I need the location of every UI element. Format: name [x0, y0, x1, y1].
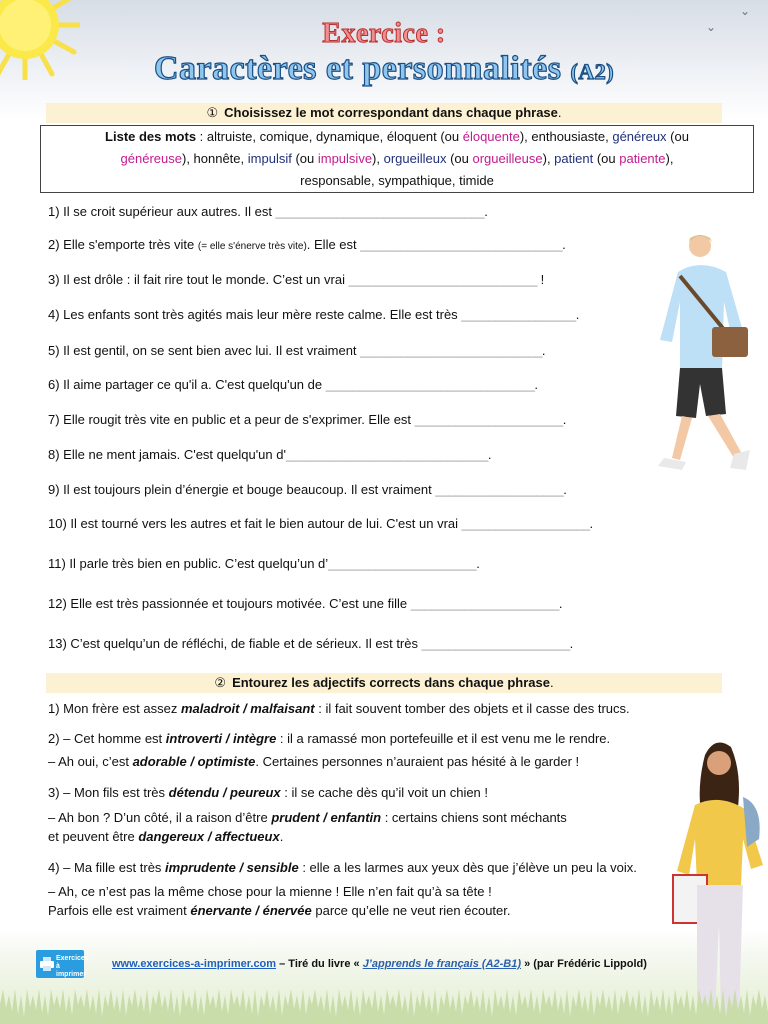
sentence-item: [48, 754, 579, 769]
question-note: (= elle s'énerve très vite): [197, 241, 307, 252]
printer-icon: [39, 956, 55, 972]
question-item: [48, 482, 567, 497]
sentence-text: : elle a les larmes aux yeux dès que j’élève un peu la voix.: [298, 860, 637, 875]
answer-blank[interactable]: ___________________________: [360, 343, 542, 358]
feminine-form: impulsive: [317, 151, 373, 166]
question-item: [48, 377, 538, 392]
sentence-item: [48, 731, 610, 746]
adjective-choice[interactable]: détendu / peureux: [168, 785, 281, 800]
sentence-item: [48, 884, 492, 899]
woman-illustration: [655, 735, 767, 1020]
question-text: 3) Il est drôle : il fait rire tout le monde. C’est un vrai: [48, 272, 349, 287]
part-number: ①: [206, 105, 219, 120]
part-number: ②: [214, 675, 227, 690]
sentence-item: [48, 810, 567, 825]
instruction-text: Entourez les adjectifs corrects dans chaque phrase: [232, 675, 550, 690]
instruction-banner-2: ② Entourez les adjectifs corrects dans chaque phrase.: [46, 673, 722, 693]
word-list-text: ), enthousiaste,: [519, 129, 613, 144]
question-item: [48, 516, 593, 531]
masculine-form: généreux: [612, 129, 667, 144]
question-item: [48, 556, 480, 571]
word-list-line: [47, 148, 747, 170]
masculine-form: orgueilleux: [383, 151, 447, 166]
question-text: 2) Elle s'emporte très vite: [48, 237, 198, 252]
question-text: 7) Elle rougit très vite en public et a peur de s'exprimer. Elle est: [48, 412, 415, 427]
walking-man-illustration: [650, 232, 752, 478]
question-item: [48, 412, 566, 427]
answer-blank[interactable]: _______________________________: [325, 377, 535, 392]
question-end: .: [534, 377, 538, 392]
sentence-text: : il fait souvent tomber des objets et il casse des trucs.: [314, 701, 630, 716]
grass-decoration: [0, 985, 768, 1024]
question-item: [48, 343, 546, 358]
question-item: [48, 596, 562, 611]
answer-blank[interactable]: ___________________: [461, 516, 590, 531]
sentence-text: et peuvent être: [48, 829, 139, 844]
sentence-text: : il se cache dès qu’il voit un chien !: [280, 785, 489, 800]
sentence-text: : il a ramassé mon portefeuille et il est venu me le rendre.: [276, 731, 611, 746]
answer-blank[interactable]: ______________________: [410, 596, 559, 611]
exercise-label: Exercice :: [322, 18, 446, 49]
word-list-text: : altruiste, comique, dynamique, éloquent (ou: [196, 129, 463, 144]
feminine-form: généreuse: [120, 151, 182, 166]
question-end: !: [537, 272, 545, 287]
title-text: Caractères et personnalités: [153, 50, 562, 87]
site-link[interactable]: www.exercices-a-imprimer.com: [112, 958, 277, 970]
word-list-box: [40, 125, 754, 193]
question-item: [48, 204, 488, 219]
question-item: [48, 272, 544, 287]
sentence-item: [48, 860, 637, 875]
question-text: 4) Les enfants sont très agités mais leur mère reste calme. Elle est très: [48, 307, 462, 322]
question-item: [48, 307, 579, 322]
word-list-text: ),: [542, 151, 555, 166]
question-text: 10) Il est tourné vers les autres et fait le bien autour de lui. C'est un vrai: [48, 516, 462, 531]
question-end: .: [476, 556, 480, 571]
question-end: .: [575, 307, 580, 322]
word-list-text: (ou: [593, 151, 620, 166]
level-badge: (A2): [570, 59, 615, 84]
question-end: .: [589, 516, 594, 531]
question-text: 5) Il est gentil, on se sent bien avec lui. Il est vraiment: [48, 343, 361, 358]
sentence-text: 2) – Cet homme est: [48, 731, 166, 746]
question-end: .: [563, 482, 567, 497]
adjective-choice[interactable]: prudent / enfantin: [271, 810, 382, 825]
sentence-text: 1) Mon frère est assez: [48, 701, 181, 716]
question-text: 6) Il aime partager ce qu'il a. C'est quelqu'un de: [48, 377, 326, 392]
question-text: . Elle est: [306, 237, 361, 252]
word-list-text: (ou: [446, 151, 473, 166]
answer-blank[interactable]: ______________________: [414, 412, 563, 427]
answer-blank[interactable]: _________________: [461, 307, 576, 322]
question-item: [48, 447, 492, 462]
sentence-text: . Certaines personnes n’auraient pas hésité à le garder !: [255, 754, 580, 769]
answer-blank[interactable]: ______________________: [421, 636, 570, 651]
question-end: .: [558, 596, 563, 611]
question-end: .: [484, 204, 488, 219]
adjective-choice[interactable]: maladroit / malfaisant: [180, 701, 315, 716]
sentence-item: [48, 701, 630, 716]
page-title: [0, 50, 768, 88]
word-list-text: (ou: [666, 129, 689, 144]
answer-blank[interactable]: ___________________: [435, 482, 564, 497]
masculine-form: impulsif: [247, 151, 292, 166]
feminine-form: éloquente: [462, 129, 520, 144]
footer-credit: www.exercices-a-imprimer.com – Tiré du livre « J’apprends le français (A2-B1) » (par Frédéric Lippold): [112, 958, 647, 970]
adjective-choice[interactable]: introverti / intègre: [165, 731, 277, 746]
question-text: 8) Elle ne ment jamais. C'est quelqu'un d': [48, 447, 286, 462]
question-text: 9) Il est toujours plein d’énergie et bouge beaucoup. Il est vraiment: [48, 482, 436, 497]
sentence-text: 3) – Mon fils est très: [48, 785, 169, 800]
instruction-banner-1: ① Choisissez le mot correspondant dans chaque phrase.: [46, 103, 722, 123]
instruction-text: Choisissez le mot correspondant dans chaque phrase: [224, 105, 558, 120]
word-list-line: responsable, sympathique, timide: [300, 173, 494, 188]
masculine-form: patient: [554, 151, 594, 166]
answer-blank[interactable]: ______________________________: [360, 237, 563, 252]
adjective-choice[interactable]: adorable / optimiste: [132, 754, 256, 769]
question-text: 11) Il parle très bien en public. C’est quelqu’un d’: [48, 556, 329, 571]
question-end: .: [569, 636, 574, 651]
sentence-text: : certains chiens sont méchants: [381, 810, 567, 825]
word-list-text: (ou: [291, 151, 318, 166]
sentence-text: – Ah bon ? D’un côté, il a raison d’être: [48, 810, 272, 825]
answer-blank[interactable]: ____________________________: [348, 272, 538, 287]
question-text: 1) Il se croit supérieur aux autres. Il est: [48, 204, 276, 219]
book-link[interactable]: J’apprends le français (A2-B1): [362, 958, 522, 970]
word-list-label: Liste des mots: [105, 129, 197, 144]
sentence-item: [48, 903, 511, 918]
question-end: .: [487, 447, 492, 462]
sentence-text: Parfois elle est vraiment: [48, 903, 191, 918]
question-item: [48, 237, 566, 252]
word-list-line: [47, 126, 747, 148]
bird-icon: ⌄: [740, 4, 751, 18]
feminine-form: orgueilleuse: [472, 151, 543, 166]
feminine-form: patiente: [619, 151, 666, 166]
site-logo[interactable]: Exercices à imprimer: [36, 950, 84, 978]
sentence-text: 4) – Ma fille est très: [48, 860, 166, 875]
question-item: [48, 636, 573, 651]
adjective-choice[interactable]: dangereux / affectueux: [138, 829, 280, 844]
sentence-text: – Ah, ce n’est pas la même chose pour la mienne ! Elle n’en fait qu’à sa tête !: [48, 884, 492, 899]
answer-blank[interactable]: _______________________________: [275, 204, 485, 219]
answer-blank[interactable]: ______________________________: [285, 447, 488, 462]
answer-blank[interactable]: ______________________: [328, 556, 477, 571]
word-list-text: ), honnête,: [181, 151, 248, 166]
sentence-text: .: [279, 829, 284, 844]
sentence-item: [48, 829, 283, 844]
sentence-item: [48, 785, 488, 800]
question-end: .: [541, 343, 546, 358]
word-list-text: ),: [372, 151, 384, 166]
sentence-text: – Ah oui, c’est: [48, 754, 133, 769]
question-end: .: [562, 237, 566, 252]
question-text: 13) C’est quelqu’un de réfléchi, de fiable et de sérieux. Il est très: [48, 636, 422, 651]
word-list-text: ),: [665, 151, 674, 166]
adjective-choice[interactable]: énervante / énervée: [190, 903, 312, 918]
question-text: 12) Elle est très passionnée et toujours motivée. C’est une fille: [48, 596, 411, 611]
question-end: .: [562, 412, 567, 427]
adjective-choice[interactable]: imprudente / sensible: [165, 860, 299, 875]
bird-icon: ⌄: [706, 20, 717, 34]
sentence-text: parce qu’elle ne veut rien écouter.: [311, 903, 511, 918]
